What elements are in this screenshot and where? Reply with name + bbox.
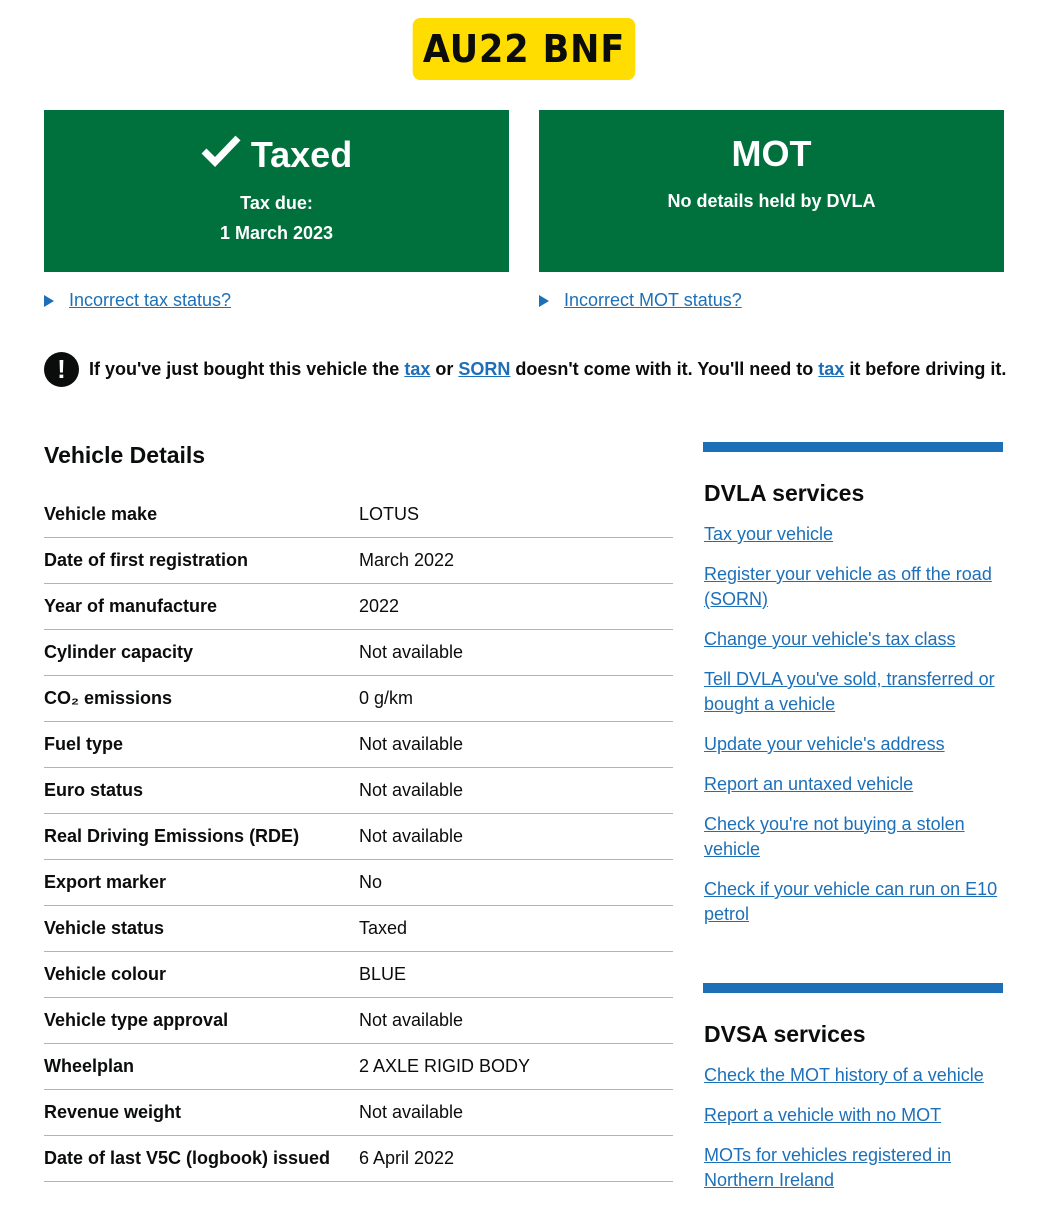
tax-status-panel [44,110,509,272]
check-stolen-link[interactable]: Check you're not buying a stolen vehicle [704,814,965,859]
mot-history-link[interactable]: Check the MOT history of a vehicle [704,1065,984,1085]
tax-your-vehicle-link[interactable]: Tax your vehicle [704,524,834,544]
tax-status-label: Taxed [250,134,353,175]
detail-label: Wheelplan [44,1044,359,1090]
detail-label: Revenue weight [44,1090,359,1136]
table-row [44,584,673,630]
detail-label: Date of first registration [44,538,359,584]
detail-value: 6 April 2022 [359,1136,673,1182]
table-row [44,952,673,998]
tax-link[interactable]: tax [404,359,431,379]
registration-plate: AU22 BNF [413,18,636,80]
detail-value: 2022 [359,584,673,630]
table-row [44,768,673,814]
warning-text: it before driving it. [844,359,1007,379]
table-row [44,906,673,952]
section-accent-bar [703,442,1003,452]
detail-value: LOTUS [359,492,673,538]
table-row [44,1044,673,1090]
tax-due-date: 1 March 2023 [219,223,334,243]
table-row [44,1136,673,1182]
incorrect-tax-status-toggle[interactable] [44,288,231,312]
dvla-services-panel [703,442,1003,942]
tax-due-label: Tax due: [240,193,313,213]
dvsa-services-panel [703,983,1003,1208]
sorn-link[interactable]: SORN [458,359,511,379]
mot-detail: No details held by DVLA [667,191,876,211]
report-no-mot-link[interactable]: Report a vehicle with no MOT [704,1105,942,1125]
detail-label: Vehicle type approval [44,998,359,1044]
check-e10-link[interactable]: Check if your vehicle can run on E10 petrol [704,879,998,924]
incorrect-mot-status-toggle[interactable] [539,288,742,312]
mot-status-panel [539,110,1004,272]
detail-label: Cylinder capacity [44,630,359,676]
update-address-link[interactable]: Update your vehicle's address [704,734,945,754]
table-row [44,676,673,722]
ni-mot-link[interactable]: MOTs for vehicles registered in Northern Ireland [704,1145,952,1190]
table-row [44,998,673,1044]
table-row [44,630,673,676]
detail-value: Not available [359,768,673,814]
triangle-right-icon [44,295,54,307]
detail-label: Fuel type [44,722,359,768]
exclamation-icon: ! [44,352,79,387]
detail-label: Vehicle colour [44,952,359,998]
table-row [44,814,673,860]
detail-value: March 2022 [359,538,673,584]
detail-value: Not available [359,722,673,768]
detail-value: Not available [359,998,673,1044]
detail-value: 2 AXLE RIGID BODY [359,1044,673,1090]
report-untaxed-link[interactable]: Report an untaxed vehicle [704,774,914,794]
change-tax-class-link[interactable]: Change your vehicle's tax class [704,629,956,649]
table-row [44,1090,673,1136]
vehicle-details-heading: Vehicle Details [44,442,206,468]
detail-value: 0 g/km [359,676,673,722]
tax-link[interactable]: tax [818,359,845,379]
dvsa-services-heading: DVSA services [704,1021,866,1047]
vehicle-details-table [44,492,673,1182]
detail-label: CO₂ emissions [44,676,359,722]
detail-label: Year of manufacture [44,584,359,630]
detail-value: Not available [359,1090,673,1136]
detail-label: Vehicle status [44,906,359,952]
table-row [44,538,673,584]
detail-label: Date of last V5C (logbook) issued [44,1136,359,1182]
detail-value: Not available [359,630,673,676]
tell-dvla-sold-link[interactable]: Tell DVLA you've sold, transferred or bought a vehicle [704,669,995,714]
warning-text: doesn't come with it. You'll need to [510,359,819,379]
triangle-right-icon [539,295,549,307]
table-row [44,860,673,906]
detail-value: Not available [359,814,673,860]
warning-text: If you've just bought this vehicle the [89,359,405,379]
table-row [44,722,673,768]
warning-message [44,352,1024,387]
detail-value: Taxed [359,906,673,952]
detail-label: Export marker [44,860,359,906]
mot-status-label: MOT [731,133,812,174]
dvla-services-heading: DVLA services [704,480,865,506]
section-accent-bar [703,983,1003,993]
check-icon [201,134,241,176]
incorrect-tax-status-label: Incorrect tax status? [69,290,232,310]
detail-value: BLUE [359,952,673,998]
detail-label: Vehicle make [44,492,359,538]
incorrect-mot-status-label: Incorrect MOT status? [564,290,742,310]
detail-label: Real Driving Emissions (RDE) [44,814,359,860]
detail-value: No [359,860,673,906]
table-row [44,492,673,538]
detail-label: Euro status [44,768,359,814]
sorn-register-link[interactable]: Register your vehicle as off the road (SORN) [704,564,992,609]
warning-text: or [430,359,459,379]
